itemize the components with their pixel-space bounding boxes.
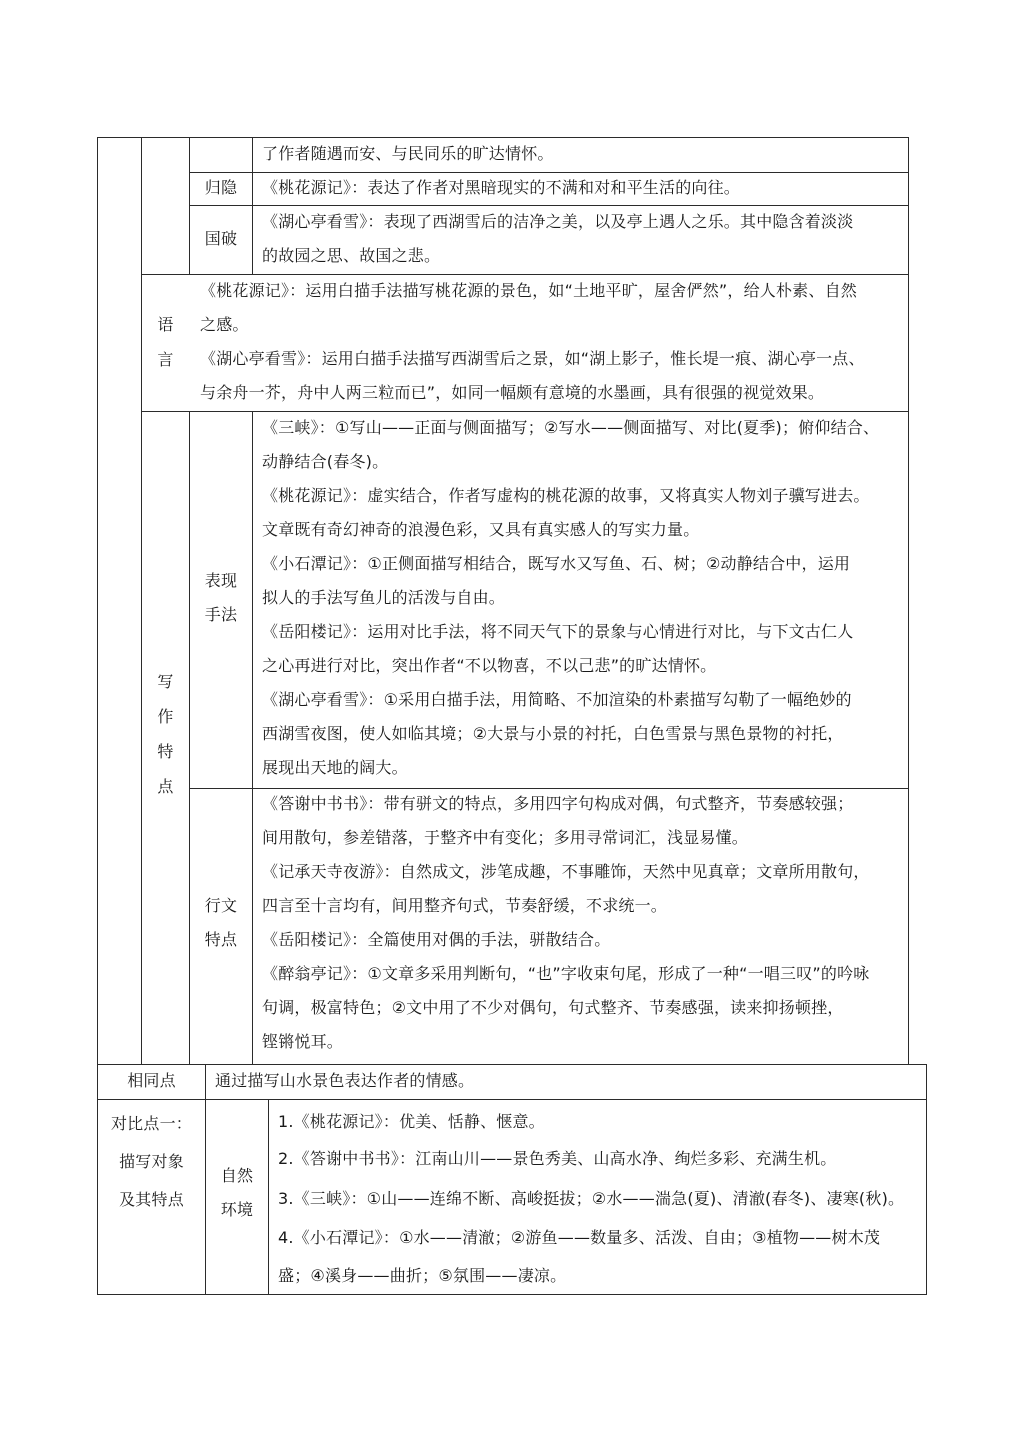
xingwen-line-7: 句调，极富特色；②文中用了不少对偶句，句式整齐、节奏感强，读来抑扬顿挫， — [262, 998, 844, 1017]
xingwen-label-2: 特点 — [204, 930, 238, 949]
biaoxian-line-7: 《岳阳楼记》：运用对比手法，将不同天气下的景象与心情进行对比，与下文古仁人 — [262, 622, 854, 641]
biaoxian-line-6: 拟人的手法写鱼儿的活泼与自由。 — [262, 588, 506, 607]
yuyan-line-3: 《湖心亭看雪》：运用白描手法描写西湖雪后之景，如“湖上影子，惟长堤一痕、湖心亭一点、 — [200, 349, 865, 368]
ziran-line-4: 4.《小石潭记》：①水——清澈；②游鱼——数量多、活泼、自由；③植物——树木茂 — [278, 1228, 881, 1247]
same-text: 通过描写山水景色表达作者的情感。 — [215, 1071, 475, 1090]
biaoxian-label-1: 表现 — [204, 571, 238, 590]
guopo-line-2: 的故园之思、故国之悲。 — [262, 246, 441, 265]
ziran-line-2: 2.《答谢中书书》：江南山川——景色秀美、山高水净、绚烂多彩、充满生机。 — [278, 1149, 837, 1168]
biaoxian-line-2: 动静结合(春冬)。 — [262, 452, 389, 471]
guiyin-text: 《桃花源记》：表达了作者对黑暗现实的不满和对和平生活的向往。 — [262, 178, 741, 197]
biaoxian-line-1: 《三峡》：①写山——正面与侧面描写；②写水——侧面描写、对比(夏季)；俯仰结合、 — [262, 418, 880, 437]
biaoxian-line-5: 《小石潭记》：①正侧面描写相结合，既写水又写鱼、石、树；②动静结合中，运用 — [262, 554, 851, 573]
biaoxian-line-3: 《桃花源记》：虚实结合，作者写虚构的桃花源的故事，又将真实人物刘子骥写进去。 — [262, 486, 870, 505]
ziran-label-2: 环境 — [220, 1200, 254, 1219]
yuyan-label-char-2: 言 — [157, 350, 174, 369]
contrast1-label-1: 对比点一： — [110, 1114, 192, 1133]
xingwen-line-1: 《答谢中书书》：带有骈文的特点，多用四字句构成对偶，句式整齐，节奏感较强； — [262, 794, 854, 813]
biaoxian-label-2: 手法 — [204, 605, 238, 624]
contrast1-label-3: 及其特点 — [119, 1190, 184, 1209]
xingwen-line-5: 《岳阳楼记》：全篇使用对偶的手法，骈散结合。 — [262, 930, 611, 949]
same-label: 相同点 — [127, 1071, 176, 1090]
ziran-line-3: 3.《三峡》：①山——连绵不断、高峻挺拔；②水——湍急(夏)、清澈(春冬)、凄寒(秋)。 — [278, 1189, 905, 1208]
yuyan-line-1: 《桃花源记》：运用白描手法描写桃花源的景色，如“土地平旷，屋舍俨然”，给人朴素、自然 — [200, 281, 857, 300]
yuyan-line-2: 之感。 — [200, 315, 249, 334]
biaoxian-line-8: 之心再进行对比，突出作者“不以物喜，不以己悲”的旷达情怀。 — [262, 656, 717, 675]
xingwen-line-2: 间用散句，参差错落，于整齐中有变化；多用寻常词汇，浅显易懂。 — [262, 828, 749, 847]
yuyan-line-4: 与余舟一芥，舟中人两三粒而已”，如同一幅颇有意境的水墨画，具有很强的视觉效果。 — [200, 383, 825, 402]
biaoxian-line-9: 《湖心亭看雪》：①采用白描手法，用简略、不加渲染的朴素描写勾勒了一幅绝妙的 — [262, 690, 852, 709]
guopo-line-1: 《湖心亭看雪》：表现了西湖雪后的洁净之美，以及亭上遇人之乐。其中隐含着淡淡 — [262, 212, 854, 231]
biaoxian-line-10: 西湖雪夜图，使人如临其境；②大景与小景的衬托，白色雪景与黑色景物的衬托， — [262, 724, 844, 743]
ziran-line-5: 盛；④溪身——曲折；⑤氛围——凄凉。 — [278, 1266, 567, 1285]
continuation-text: 了作者随遇而安、与民同乐的旷达情怀。 — [262, 144, 554, 163]
guiyin-label: 归隐 — [204, 178, 238, 197]
xingwen-line-8: 铿锵悦耳。 — [262, 1032, 344, 1051]
guopo-label: 国破 — [204, 229, 238, 248]
ziran-line-1: 1.《桃花源记》：优美、恬静、惬意。 — [278, 1112, 545, 1131]
xingwen-line-3: 《记承天寺夜游》：自然成文，涉笔成趣，不事雕饰，天然中见真章；文章所用散句， — [262, 862, 870, 881]
xingwen-label-1: 行文 — [204, 896, 238, 915]
xingwen-line-4: 四言至十言均有，间用整齐句式，节奏舒缓，不求统一。 — [262, 896, 668, 915]
xiezuo-label-char-2: 作 — [157, 707, 174, 726]
xiezuo-label-char-3: 特 — [157, 742, 174, 761]
biaoxian-line-4: 文章既有奇幻神奇的浪漫色彩，又具有真实感人的写实力量。 — [262, 520, 700, 539]
ziran-label-1: 自然 — [220, 1166, 254, 1185]
xiezuo-label-char-1: 写 — [157, 672, 174, 691]
xingwen-line-6: 《醉翁亭记》：①文章多采用判断句，“也”字收束句尾，形成了一种“一唱三叹”的吟咏 — [262, 964, 870, 983]
biaoxian-line-11: 展现出天地的阔大。 — [262, 758, 408, 777]
yuyan-label-char-1: 语 — [157, 315, 174, 334]
contrast1-label-2: 描写对象 — [119, 1152, 184, 1171]
xiezuo-label-char-4: 点 — [157, 777, 174, 796]
